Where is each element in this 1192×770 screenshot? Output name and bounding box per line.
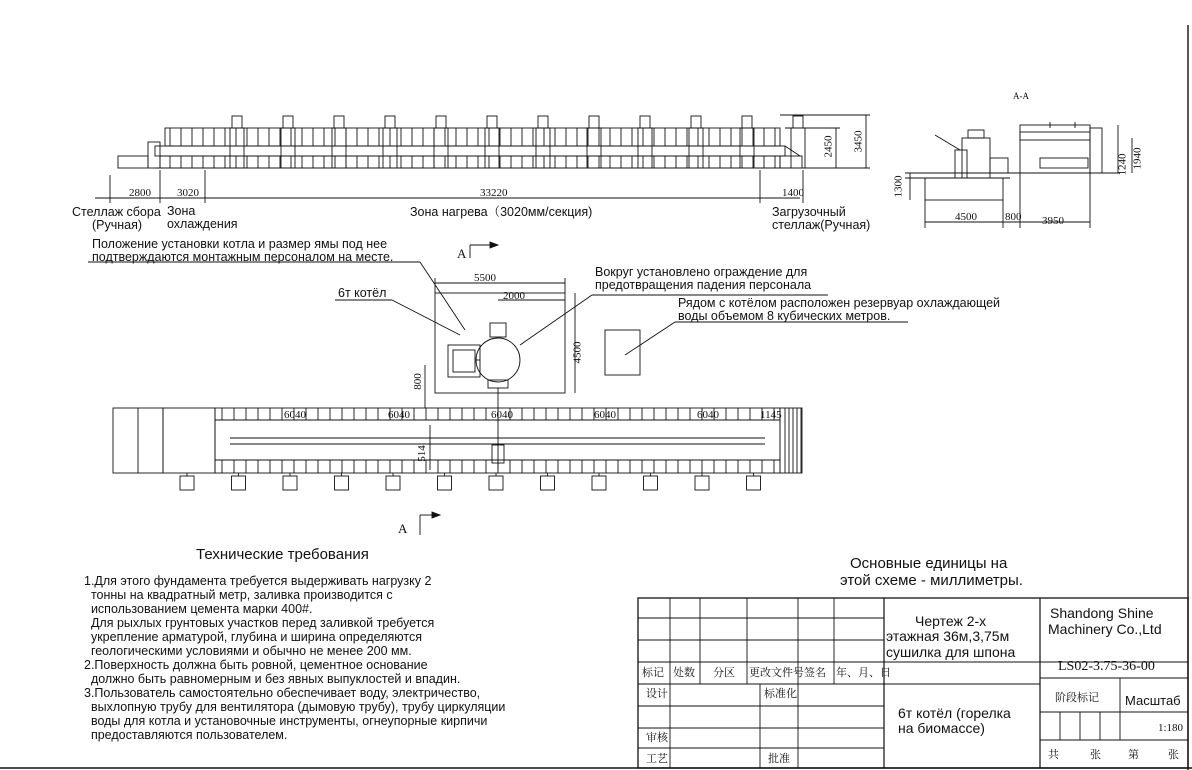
process-label: 工艺 (646, 753, 668, 765)
hdr-zone: 分区 (713, 667, 735, 679)
heat-zone-label: Зона нагрева（3020мм/секция) (410, 205, 593, 219)
sheet-label-1: 张 (1090, 749, 1101, 761)
dim-514: 514 (415, 445, 428, 462)
requirement-line: Для рыхлых грунтовых участков перед заливкой требуется (84, 616, 435, 630)
tank-note-2: воды объемом 8 кубических метров. (678, 309, 891, 323)
company-name-2: Machinery Co.,Ltd (1048, 621, 1162, 637)
dim-800-plan: 800 (411, 373, 424, 390)
requirement-line: выхлопную трубу для вентилятора (дымовую трубу), трубу циркуляции (84, 700, 506, 714)
stage-mark-label: 阶段标记 (1055, 692, 1099, 704)
fence-note-2: предотвращения падения персонала (595, 278, 812, 292)
scale-value: 1:180 (1158, 722, 1184, 734)
hdr-date: 年、月、日 (836, 667, 891, 679)
drawing-title-2: этажная 36м,3,75м (886, 628, 1010, 644)
hdr-sign: 签名 (804, 667, 826, 679)
units-note-1: Основные единицы на (850, 555, 1008, 572)
cool-zone-label: Зона (167, 204, 196, 218)
drawing-code: LS02-3.75-36-00 (1058, 659, 1155, 674)
dim-3450: 3450 (852, 130, 865, 153)
units-note-2: этой схеме - миллиметры. (840, 572, 1023, 589)
part-name-2: на биомассе) (898, 720, 985, 736)
section-mark-top: A (457, 246, 467, 261)
scale-label: Масштаб (1125, 693, 1181, 708)
dim-1300: 1300 (892, 175, 905, 198)
dim-6040-3: 6040 (491, 409, 513, 421)
dim-33220: 33220 (480, 187, 508, 199)
standard-label: 标准化 (764, 688, 797, 700)
dim-1240: 1240 (1116, 153, 1129, 176)
requirement-line: предоставляются пользователем. (84, 728, 288, 742)
sheet-label-2: 张 (1168, 749, 1179, 761)
dim-2800: 2800 (129, 187, 151, 199)
rack-left-label: Стеллаж сбора (72, 205, 161, 219)
section-aa-title: A-A (1013, 91, 1029, 101)
dim-2450: 2450 (822, 135, 835, 158)
position-note-1: Положение установки котла и размер ямы под нее (92, 237, 388, 251)
drawing-title-1: Чертеж 2-х (915, 613, 987, 629)
requirements-title: Технические требования (196, 546, 369, 563)
design-label: 设计 (646, 688, 668, 700)
total-label: 共 (1048, 749, 1059, 761)
dim-6040-5: 6040 (697, 409, 719, 421)
fence-note-1: Вокруг установлено ограждение для (595, 265, 808, 279)
dim-3950: 3950 (1042, 215, 1064, 227)
requirement-line: тонны на квадратный метр, заливка производится с (84, 588, 393, 602)
requirement-line: воды для котла и установочные инструменты, огнеупорные кирпичи (84, 714, 488, 728)
dim-800-section: 800 (1005, 211, 1022, 223)
dim-1145: 1145 (760, 409, 782, 421)
section-mark-bottom: A (398, 521, 408, 536)
requirement-line: геологическими условиями и обычно не менее 200 мм. (84, 644, 412, 658)
dim-1400: 1400 (782, 187, 804, 199)
requirement-line: 2.Поверхность должна быть ровной, цементное основание (84, 658, 428, 672)
page-label: 第 (1128, 749, 1139, 761)
position-note-2: подтверждаются монтажным персоналом на месте. (92, 250, 394, 264)
dim-2000: 2000 (503, 290, 525, 302)
part-name-1: 6т котёл (горелка (898, 705, 1011, 721)
requirement-line: 3.Пользователь самостоятельно обеспечивает воду, электричество, (84, 686, 481, 700)
dim-6040-2: 6040 (388, 409, 410, 421)
dim-1940: 1940 (1131, 147, 1144, 170)
requirement-line: укрепление арматурой, глубина и ширина определяются (84, 630, 422, 644)
rack-left-sub: (Ручная) (92, 218, 143, 232)
dim-4500-plan: 4500 (571, 341, 584, 364)
dim-6040-1: 6040 (284, 409, 306, 421)
requirement-line: 1.Для этого фундамента требуется выдерживать нагрузку 2 (84, 574, 432, 588)
hdr-count: 处数 (673, 667, 695, 679)
dim-5500: 5500 (474, 272, 496, 284)
hdr-mark: 标记 (642, 667, 664, 679)
cool-zone-sub: охлаждения (167, 217, 238, 231)
load-rack-label: Загрузочный (772, 205, 846, 219)
approve-label: 批准 (768, 753, 790, 765)
hdr-change: 更改文件号 (749, 667, 804, 679)
requirement-line: должно быть равномерным и без явных выпуклостей и впадин. (84, 672, 461, 686)
review-label: 审核 (646, 732, 668, 744)
dim-4500-section: 4500 (955, 211, 977, 223)
dim-6040-4: 6040 (594, 409, 616, 421)
requirement-line: использованием цемента марки 400#. (84, 602, 313, 616)
boiler-label: 6т котёл (338, 286, 387, 300)
tank-note-1: Рядом с котёлом расположен резервуар охлаждающей (678, 296, 1001, 310)
load-rack-sub: стеллаж(Ручная) (772, 218, 871, 232)
drawing-title-3: сушилка для шпона (886, 644, 1016, 660)
company-name-1: Shandong Shine (1050, 605, 1154, 621)
dim-3020: 3020 (177, 187, 199, 199)
